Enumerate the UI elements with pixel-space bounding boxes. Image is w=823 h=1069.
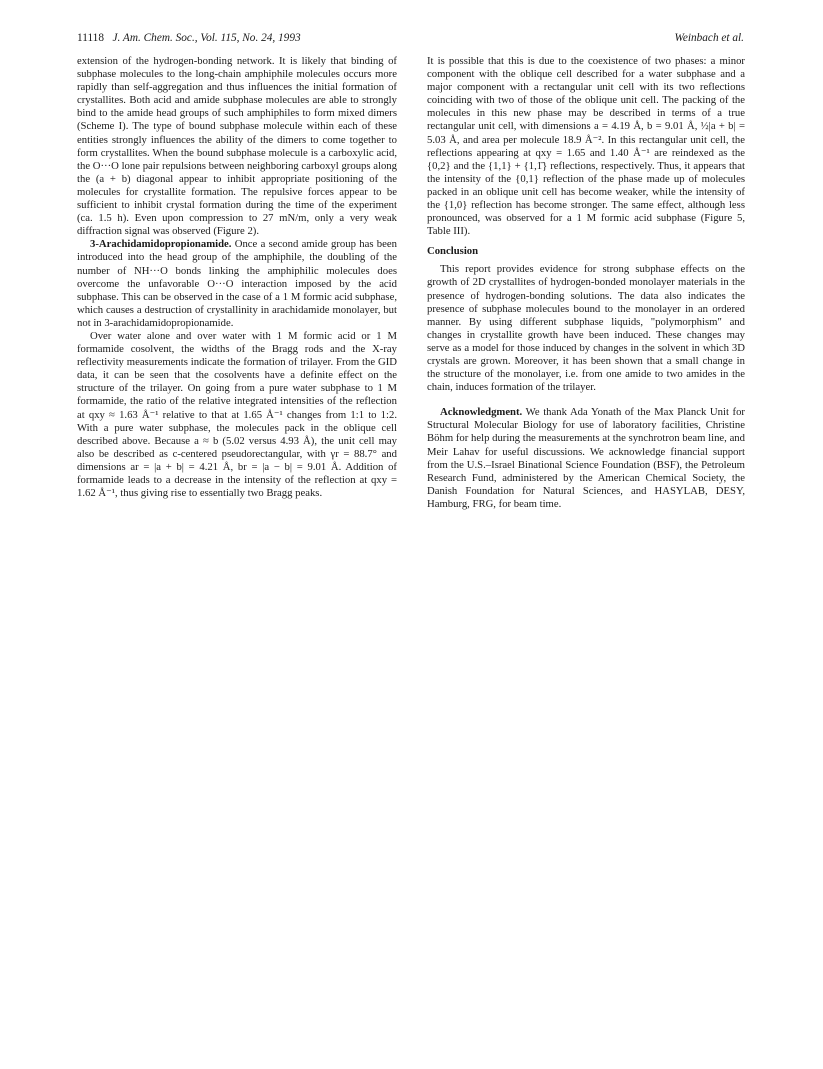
- paragraph: This report provides evidence for strong subphase effects on the growth of 2D crystallites of hydrogen-bonded monolayer materials in the presence of hydrogen-bonding solutions. The data also indicates the presence of subphase molecules bound to the monolayer in an ordered manner. By using different subphase liquids, "polymorphism" and changes in crystallite growth have been induced. These changes may serve as a model for those induced by changes in the solvent in which 3D crystals are grown. Moreover, it has been shown that a small change in the structure of the monolayer, i.e. from one amide to two amides in the chain, induces formation of the trilayer.: [427, 263, 745, 394]
- running-header: [77, 30, 744, 46]
- paragraph: extension of the hydrogen-bonding network. It is likely that binding of subphase molecules to the long-chain amphiphile molecules occurs more rapidly than self-aggregation and thus influences the initial formation of crystallites. Both acid and amide subphase molecules are able to strongly bind to the amide head groups of such amphiphiles to form mixed dimers (Scheme I). The type of bound subphase molecule within each of these entities strongly influences the ability of the dimers to come together to form crystallites. When the bound subphase molecule is a carboxylic acid, the O···O lone pair repulsions between neighboring carboxyl groups along the (a + b) diagonal appear to inhibit appropriate positioning of the molecules for crystallite formation. The repulsive forces appear to be sufficient to inhibit crystal formation during the time of the experiment (ca. 1.5 h). Even upon compression to 27 mN/m, only a very weak diffraction signal was observed (Figure 2).: [77, 55, 397, 238]
- section-heading: Conclusion: [427, 245, 479, 258]
- paragraph-text: We thank Ada Yonath of the Max Planck Unit for Structural Molecular Biology for use of laboratory facilities, Christine Böhm for help during the measurements at the synchrotron beam line, and Meir Lahav for useful discussions. We acknowledge financial support from the U.S.–Israel Binational Science Foundation (BSF), the Petroleum Research Fund, administered by the American Chemical Society, the Danish Foundation for Natural Sciences, and HASYLAB, DESY, Hamburg, FRG, for beam time.: [427, 406, 745, 510]
- paragraph: [77, 238, 397, 330]
- journal-citation: J. Am. Chem. Soc., Vol. 115, No. 24, 1993: [112, 32, 301, 44]
- paragraph-text: Once a second amide group has been introduced into the head group of the amphiphile, the doubling of the number of NH···O bonds linking the amphiphilic molecules does overcome the unfavorable O···O interaction imposed by the acid subphase. This can be observed in the case of a 1 M formic acid subphase, which causes a destruction of crystallinity in arachidamide monolayer, but not in 3-arachidamidopropionamide.: [77, 238, 397, 329]
- paragraph: It is possible that this is due to the coexistence of two phases: a minor component with the oblique cell described for a water subphase and a major component with a rectangular unit cell with its two reflections coinciding with two of those of the oblique unit cell. The packing of the molecules in this new phase may be described in terms of a true rectangular unit cell, with dimensions a = 4.19 Å, b = 9.01 Å, ½|a + b| = 5.03 Å, and area per molecule 18.9 Å⁻². In this rectangular unit cell, the reflections appearing at qxy = 1.65 and 1.40 Å⁻¹ are reindexed as the {0,2} and the {1,1} + {1,1̄} reflections, respectively. Thus, it appears that the intensity of the {0,1} reflection of the phase made up of molecules packed in an oblique unit cell has become weaker, while the intensity of the {1,0} reflection has become stronger. The same effect, although less pronounced, was observed for a 1 M formic acid subphase (Figure 5, Table III).: [427, 55, 745, 238]
- right-column: [427, 55, 745, 511]
- header-left: [77, 30, 301, 46]
- paragraph: Over water alone and over water with 1 M formic acid or 1 M formamide cosolvent, the widths of the Bragg rods and the X-ray reflectivity measurements indicate the formation of trilayer. From the GID data, it can be seen that the cosolvents have a definite effect on the structure of the trilayer. On going from a pure water subphase to 1 M formamide, the ratio of the relative integrated intensities of the reflection at qxy ≈ 1.63 Å⁻¹ relative to that at 1.65 Å⁻¹ changes from 1:1 to 1:2. With a pure water subphase, the molecules pack in the oblique cell described above. Because a ≈ b (5.02 versus 4.93 Å), the unit cell may also be described as c-centered pseudorectangular, with γr = 88.7° and dimensions ar = |a + b| = 4.21 Å, br = |a − b| = 9.01 Å. Addition of formamide leads to a decrease in the intensity of the reflection at qxy = 1.62 Å⁻¹, thus giving rise to essentially two Bragg peaks.: [77, 329, 397, 500]
- acknowledgment: [427, 406, 745, 511]
- run-in-heading: Acknowledgment.: [440, 406, 523, 419]
- header-authors: Weinbach et al.: [674, 32, 744, 44]
- run-in-heading: 3-Arachidamidopropionamide.: [90, 238, 232, 251]
- left-column: [77, 55, 397, 500]
- spacer: [427, 394, 745, 406]
- page-number: 11118: [77, 32, 104, 44]
